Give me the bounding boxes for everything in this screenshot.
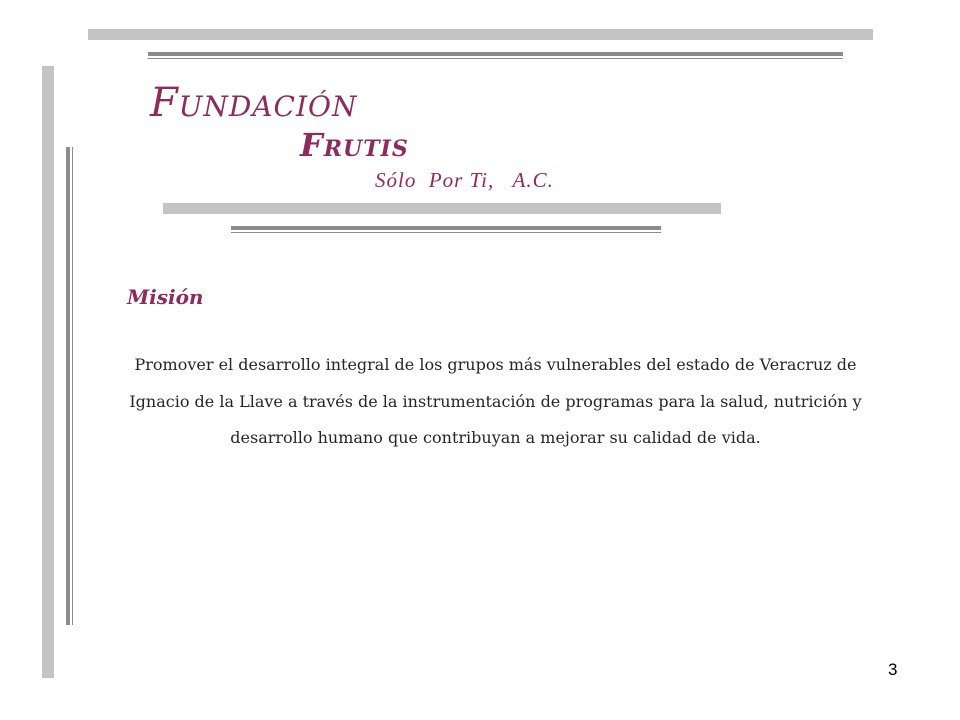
- mid-light-bar: [163, 203, 721, 214]
- top-double-rule: [148, 52, 843, 59]
- title-foundation: Fundación: [150, 80, 358, 126]
- page-number: 3: [888, 660, 898, 679]
- section-heading-mission: Misión: [127, 285, 204, 309]
- mission-text: Promover el desarrollo integral de los grupos más vulnerables del estado de Veracruz de Ignacio de la Llave a través de la instrumentación de programas para la salud, nutrición y desarrollo humano que contribuyan a mejorar su calidad de vida.: [129, 355, 862, 447]
- subtitle: Sólo Por Ti, A.C.: [375, 168, 554, 192]
- mid-double-rule: [231, 226, 661, 233]
- top-light-bar: [88, 29, 873, 40]
- title-frutis: Frutis: [300, 126, 409, 164]
- left-outer-vertical-bar: [42, 66, 54, 678]
- left-inner-double-rule: [66, 147, 73, 625]
